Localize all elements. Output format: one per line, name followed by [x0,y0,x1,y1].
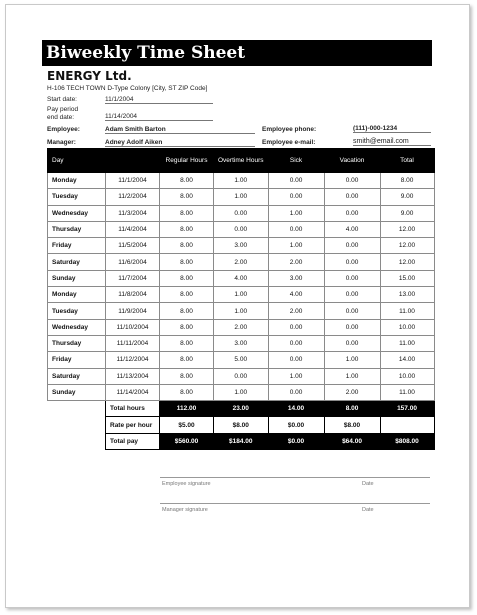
regular-hours-cell[interactable]: 8.00 [160,173,214,189]
sick-hours-cell[interactable]: 1.00 [268,368,324,384]
vacation-hours-cell[interactable]: 0.00 [324,335,380,351]
regular-hours-cell[interactable]: 8.00 [160,238,214,254]
table-row [48,270,435,286]
total-hours-cell: 11.00 [380,303,434,319]
total-hours-cell: 12.00 [380,254,434,270]
vacation-hours-cell[interactable]: 1.00 [324,352,380,368]
date-cell: 11/9/2004 [106,303,160,319]
total-hours-row [48,401,435,417]
day-cell: Sunday [48,384,106,400]
total-hours-total: 157.00 [380,401,434,417]
date-cell: 11/12/2004 [106,352,160,368]
page-title: Biweekly Time Sheet [42,40,432,66]
date-cell: 11/5/2004 [106,238,160,254]
sick-hours-cell[interactable]: 0.00 [268,319,324,335]
vacation-hours-cell[interactable]: 0.00 [324,189,380,205]
total-hours-cell: 10.00 [380,368,434,384]
column-header-vacation: Vacation [324,149,380,173]
regular-hours-cell[interactable]: 8.00 [160,221,214,237]
overtime-hours-cell[interactable]: 2.00 [214,319,269,335]
employee-signature-label: Employee signature [162,481,211,487]
blank-cell [48,401,106,417]
total-hours-cell: 12.00 [380,238,434,254]
column-header-regular: Regular Hours [160,149,214,173]
manager-date-label: Date [362,507,374,513]
sick-hours-cell[interactable]: 2.00 [268,303,324,319]
regular-hours-cell[interactable]: 8.00 [160,384,214,400]
date-cell: 11/10/2004 [106,319,160,335]
date-cell: 11/8/2004 [106,287,160,303]
table-row [48,303,435,319]
total-hours-cell: 8.00 [380,173,434,189]
overtime-hours-cell[interactable]: 1.00 [214,287,269,303]
table-row [48,335,435,351]
total-hours-cell: 10.00 [380,319,434,335]
overtime-hours-cell[interactable]: 5.00 [214,352,269,368]
column-header-total: Total [380,149,434,173]
phone-value[interactable]: (111)-000-1234 [353,125,431,133]
total-hours-cell: 13.00 [380,287,434,303]
employee-value[interactable]: Adam Smith Barton [105,126,255,134]
sick-hours-cell[interactable]: 0.00 [268,221,324,237]
start-date-label: Start date: [47,96,77,103]
manager-signature-label: Manager signature [162,507,208,513]
date-cell: 11/3/2004 [106,205,160,221]
rate-vacation[interactable]: $8.00 [324,417,380,433]
day-cell: Friday [48,352,106,368]
day-cell: Saturday [48,254,106,270]
vacation-hours-cell[interactable]: 0.00 [324,238,380,254]
total-hours-sick: 14.00 [268,401,324,417]
date-cell: 11/11/2004 [106,335,160,351]
overtime-hours-cell[interactable]: 3.00 [214,238,269,254]
email-value[interactable]: smith@email.com [353,138,431,146]
regular-hours-cell[interactable]: 8.00 [160,189,214,205]
column-header-day: Day [48,149,160,173]
date-cell: 11/6/2004 [106,254,160,270]
day-cell: Thursday [48,335,106,351]
manager-signature-line[interactable] [160,503,430,504]
regular-hours-cell[interactable]: 8.00 [160,335,214,351]
date-cell: 11/2/2004 [106,189,160,205]
day-cell: Monday [48,173,106,189]
day-cell: Thursday [48,221,106,237]
employee-label: Employee: [47,126,80,133]
day-cell: Monday [48,287,106,303]
vacation-hours-cell[interactable]: 0.00 [324,270,380,286]
date-cell: 11/14/2004 [106,384,160,400]
overtime-hours-cell[interactable]: 2.00 [214,254,269,270]
employee-signature-line[interactable] [160,477,430,478]
rate-label: Rate per hour [106,417,160,433]
overtime-hours-cell[interactable]: 1.00 [214,173,269,189]
overtime-hours-cell[interactable]: 0.00 [214,205,269,221]
vacation-hours-cell[interactable]: 0.00 [324,303,380,319]
sick-hours-cell[interactable]: 4.00 [268,287,324,303]
day-cell: Sunday [48,270,106,286]
vacation-hours-cell[interactable]: 0.00 [324,254,380,270]
day-cell: Tuesday [48,189,106,205]
day-cell: Wednesday [48,205,106,221]
sick-hours-cell[interactable]: 0.00 [268,173,324,189]
regular-hours-cell[interactable]: 8.00 [160,254,214,270]
date-cell: 11/1/2004 [106,173,160,189]
overtime-hours-cell[interactable]: 3.00 [214,335,269,351]
email-label: Employee e-mail: [262,139,316,146]
regular-hours-cell[interactable]: 8.00 [160,205,214,221]
overtime-hours-cell[interactable]: 0.00 [214,221,269,237]
total-pay-label: Total pay [106,433,160,449]
vacation-hours-cell[interactable]: 0.00 [324,205,380,221]
regular-hours-cell[interactable]: 8.00 [160,287,214,303]
total-hours-cell: 11.00 [380,335,434,351]
total-hours-regular: 112.00 [160,401,214,417]
date-cell: 11/7/2004 [106,270,160,286]
overtime-hours-cell[interactable]: 0.00 [214,368,269,384]
company-address: H-106 TECH TOWN D-Type Colony [City, ST ZIP Code] [47,85,208,92]
total-hours-cell: 11.00 [380,384,434,400]
total-pay-sick: $0.00 [268,433,324,449]
table-row [48,221,435,237]
rate-overtime[interactable]: $8.00 [214,417,269,433]
regular-hours-cell[interactable]: 8.00 [160,368,214,384]
total-pay-overtime: $184.00 [214,433,269,449]
total-hours-cell: 9.00 [380,205,434,221]
vacation-hours-cell[interactable]: 1.00 [324,368,380,384]
sick-hours-cell[interactable]: 3.00 [268,270,324,286]
column-header-sick: Sick [268,149,324,173]
blank-cell [48,417,106,433]
date-cell: 11/4/2004 [106,221,160,237]
day-cell: Friday [48,238,106,254]
regular-hours-cell[interactable]: 8.00 [160,319,214,335]
sick-hours-cell[interactable]: 0.00 [268,384,324,400]
overtime-hours-cell[interactable]: 1.00 [214,189,269,205]
pay-period-label-2: end date: [47,114,75,121]
table-row [48,384,435,400]
rate-row [48,417,435,433]
table-row [48,368,435,384]
day-cell: Wednesday [48,319,106,335]
total-hours-vacation: 8.00 [324,401,380,417]
employee-date-label: Date [362,481,374,487]
total-hours-label: Total hours [106,401,160,417]
overtime-hours-cell[interactable]: 1.00 [214,384,269,400]
sick-hours-cell[interactable]: 1.00 [268,238,324,254]
company-name: ENERGY Ltd. [47,69,132,83]
day-cell: Tuesday [48,303,106,319]
overtime-hours-cell[interactable]: 4.00 [214,270,269,286]
timesheet-table [47,148,435,450]
manager-value[interactable]: Adney Adolf Aiken [105,139,255,147]
column-header-overtime: Overtime Hours [214,149,269,173]
sick-hours-cell[interactable]: 2.00 [268,254,324,270]
sick-hours-cell[interactable]: 0.00 [268,352,324,368]
table-row [48,238,435,254]
table-row [48,287,435,303]
regular-hours-cell[interactable]: 8.00 [160,303,214,319]
vacation-hours-cell[interactable]: 0.00 [324,319,380,335]
table-row [48,205,435,221]
table-row [48,254,435,270]
table-row [48,173,435,189]
rate-sick[interactable]: $0.00 [268,417,324,433]
start-date-value[interactable]: 11/1/2004 [105,96,213,104]
table-row [48,352,435,368]
vacation-hours-cell[interactable]: 0.00 [324,173,380,189]
vacation-hours-cell[interactable]: 0.00 [324,287,380,303]
pay-period-label: Pay period [47,106,79,113]
blank-cell [48,433,106,449]
regular-hours-cell[interactable]: 8.00 [160,352,214,368]
sick-hours-cell[interactable]: 1.00 [268,205,324,221]
total-hours-overtime: 23.00 [214,401,269,417]
table-row [48,189,435,205]
pay-period-end-value[interactable]: 11/14/2004 [105,113,213,121]
total-pay-total: $808.00 [380,433,434,449]
day-cell: Saturday [48,368,106,384]
total-hours-cell: 15.00 [380,270,434,286]
total-pay-row [48,433,435,449]
manager-label: Manager: [47,139,76,146]
total-hours-cell: 9.00 [380,189,434,205]
vacation-hours-cell[interactable]: 2.00 [324,384,380,400]
total-hours-cell: 12.00 [380,221,434,237]
regular-hours-cell[interactable]: 8.00 [160,270,214,286]
table-row [48,319,435,335]
vacation-hours-cell[interactable]: 4.00 [324,221,380,237]
sick-hours-cell[interactable]: 0.00 [268,189,324,205]
total-pay-regular: $560.00 [160,433,214,449]
rate-regular[interactable]: $5.00 [160,417,214,433]
total-pay-vacation: $64.00 [324,433,380,449]
overtime-hours-cell[interactable]: 1.00 [214,303,269,319]
rate-total [380,417,434,433]
date-cell: 11/13/2004 [106,368,160,384]
total-hours-cell: 14.00 [380,352,434,368]
table-header-row [48,149,435,173]
sick-hours-cell[interactable]: 0.00 [268,335,324,351]
phone-label: Employee phone: [262,126,317,133]
